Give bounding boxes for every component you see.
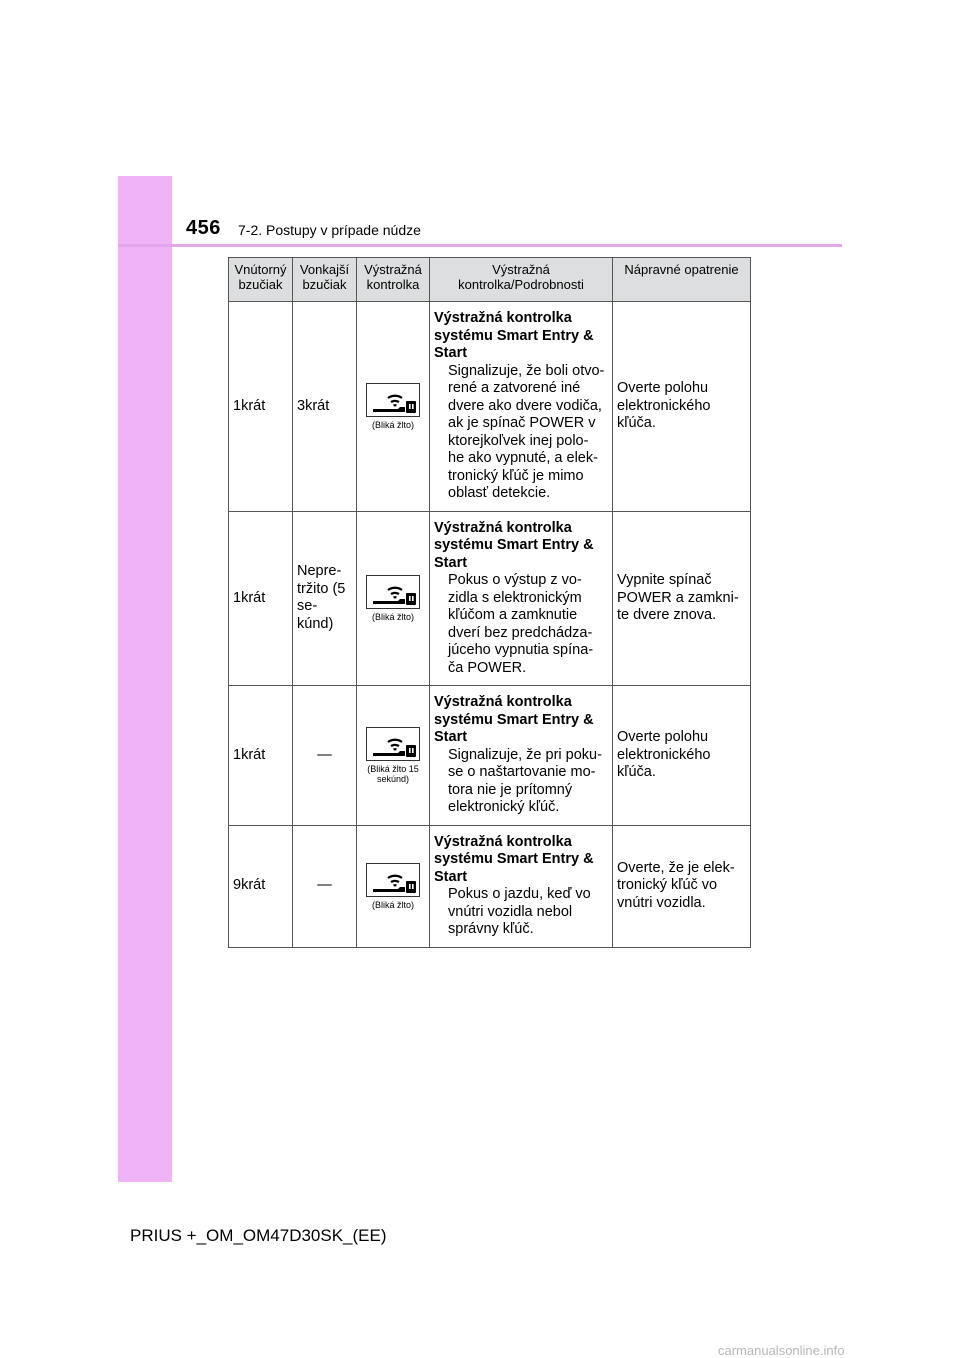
outer-buzzer-cell: — (293, 686, 357, 826)
icon-caption: (Bliká žlto) (371, 611, 414, 622)
side-tab-band (118, 176, 172, 1182)
detail-cell (430, 302, 613, 512)
warning-light-cell (357, 302, 430, 512)
document-code: PRIUS +_OM_OM47D30SK_(EE) (130, 1226, 387, 1245)
smart-key-warning-icon (366, 383, 420, 417)
table-header-row (229, 258, 751, 302)
page-number: 456 (186, 217, 221, 239)
section-title: 7-2. Postupy v prípade núdze (238, 222, 421, 238)
table-row (229, 511, 751, 686)
detail-body: Pokus o výstup z vo- zidla s elektronickým kľúčom a zamknutie dverí bez predchádza- júceho vypnutia spína- ča POWER. (448, 572, 594, 676)
detail-title: Výstražná kontrolka systému Smart Entry & Start (434, 310, 594, 361)
watermark: carmanualsonline.info (718, 1343, 845, 1358)
outer-buzzer-cell: — (293, 825, 357, 947)
warning-table (228, 257, 751, 948)
column-header: Vonkajší bzučiak (293, 258, 357, 302)
inner-buzzer-cell: 9krát (229, 825, 293, 947)
detail-body: Signalizuje, že boli otvo- rené a zatvorené iné dvere ako dvere vodiča, ak je spínač POWER v ktorejkoľvek inej polo- he ako vypnuté, a elek- tronický kľúč je mimo oblasť detekcie. (448, 362, 605, 501)
table-row (229, 302, 751, 512)
icon-caption: (Bliká žlto 15 sekúnd) (367, 763, 419, 784)
inner-buzzer-cell: 1krát (229, 686, 293, 826)
detail-body: Signalizuje, že pri poku- se o naštartovanie mo- tora nie je prítomný elektronický kľúč. (448, 746, 602, 815)
warning-light-cell (357, 686, 430, 826)
column-header: Výstražná kontrolka (357, 258, 430, 302)
action-cell: Overte polohu elektronického kľúča. (613, 686, 751, 826)
smart-key-warning-icon (366, 575, 420, 609)
smart-key-warning-icon (366, 727, 420, 761)
detail-cell (430, 825, 613, 947)
warning-light-cell (357, 825, 430, 947)
column-header: Výstražná kontrolka/Podrobnosti (430, 258, 613, 302)
detail-title: Výstražná kontrolka systému Smart Entry & Start (434, 519, 594, 571)
inner-buzzer-cell: 1krát (229, 302, 293, 512)
header-rule (118, 244, 842, 247)
detail-body: Pokus o jazdu, keď vo vnútri vozidla nebol správny kľúč. (448, 886, 591, 937)
detail-cell (430, 511, 613, 686)
outer-buzzer-cell: Nepre- tržito (5 se- kúnd) (293, 511, 357, 686)
detail-cell (430, 686, 613, 826)
column-header: Nápravné opatrenie (613, 258, 751, 302)
column-header: Vnútorný bzučiak (229, 258, 293, 302)
table-row (229, 686, 751, 826)
inner-buzzer-cell: 1krát (229, 511, 293, 686)
action-cell: Vypnite spínač POWER a zamkni- te dvere znova. (613, 511, 751, 686)
detail-title: Výstražná kontrolka systému Smart Entry & Start (434, 694, 594, 745)
warning-light-cell (357, 511, 430, 686)
icon-caption: (Bliká žlto) (371, 419, 414, 430)
action-cell: Overte polohu elektronického kľúča. (613, 302, 751, 512)
detail-title: Výstražná kontrolka systému Smart Entry & Start (434, 833, 594, 885)
action-cell: Overte, že je elek- tronický kľúč vo vnútri vozidla. (613, 825, 751, 947)
smart-key-warning-icon (366, 863, 420, 897)
outer-buzzer-cell: 3krát (293, 302, 357, 512)
icon-caption: (Bliká žlto) (371, 899, 414, 910)
table-row (229, 825, 751, 947)
